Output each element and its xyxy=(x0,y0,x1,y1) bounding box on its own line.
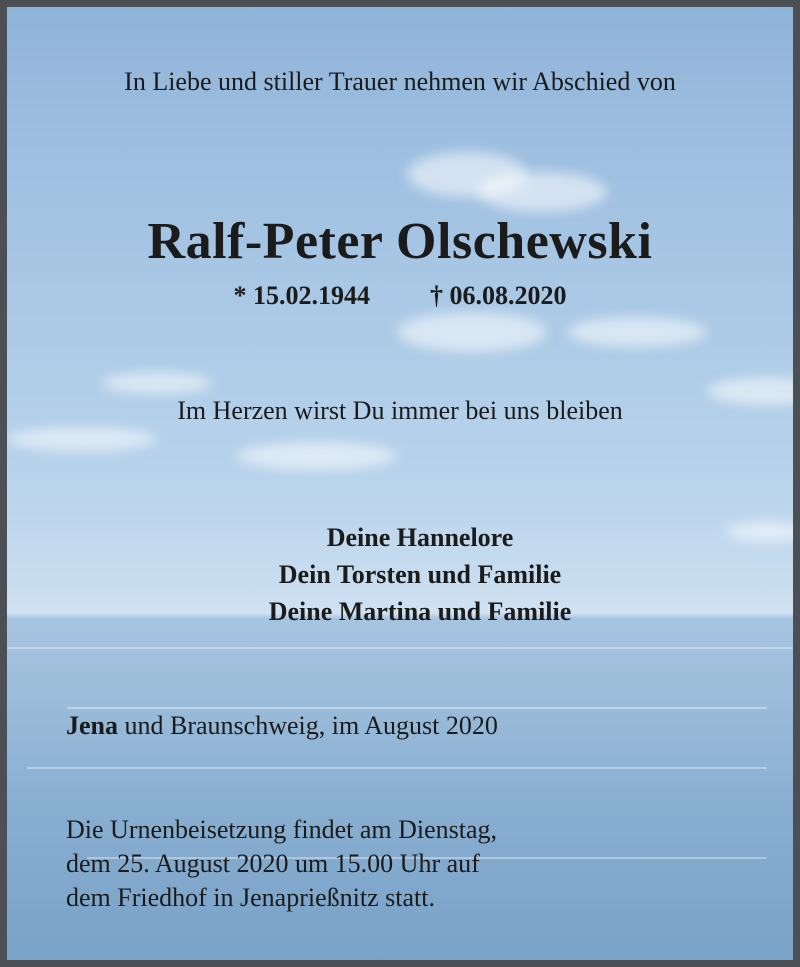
place-date-rest: und Braunschweig, im August 2020 xyxy=(118,711,498,740)
burial-info xyxy=(66,813,497,915)
deceased-name: Ralf-Peter Olschewski xyxy=(147,213,653,270)
background-cloud xyxy=(477,172,607,212)
intro-line: In Liebe und stiller Trauer nehmen wir Abschied von xyxy=(124,67,676,96)
birth-date: * 15.02.1944 xyxy=(233,281,370,310)
mourner-line: Deine Hannelore xyxy=(326,523,514,552)
background-cloud xyxy=(567,317,707,347)
burial-line: Die Urnenbeisetzung findet am Dienstag, xyxy=(66,815,498,844)
water-reflection xyxy=(7,647,793,649)
place-city: Jena xyxy=(66,711,118,740)
background-cloud xyxy=(397,312,547,352)
life-dates xyxy=(7,281,793,311)
background-cloud xyxy=(7,427,157,451)
place-date-line xyxy=(66,711,498,741)
death-date: † 06.08.2020 xyxy=(430,281,567,310)
background-cloud xyxy=(237,442,397,470)
mourner-line: Dein Torsten und Familie xyxy=(278,560,562,589)
mourner-line: Deine Martina und Familie xyxy=(268,597,572,626)
water-reflection xyxy=(27,767,767,769)
mourners-list xyxy=(27,519,800,630)
background-cloud xyxy=(102,372,212,394)
water-reflection xyxy=(67,707,767,709)
burial-line: dem Friedhof in Jenaprießnitz statt. xyxy=(66,883,435,912)
motto: Im Herzen wirst Du immer bei uns bleiben xyxy=(177,396,623,425)
burial-line: dem 25. August 2020 um 15.00 Uhr auf xyxy=(66,849,480,878)
